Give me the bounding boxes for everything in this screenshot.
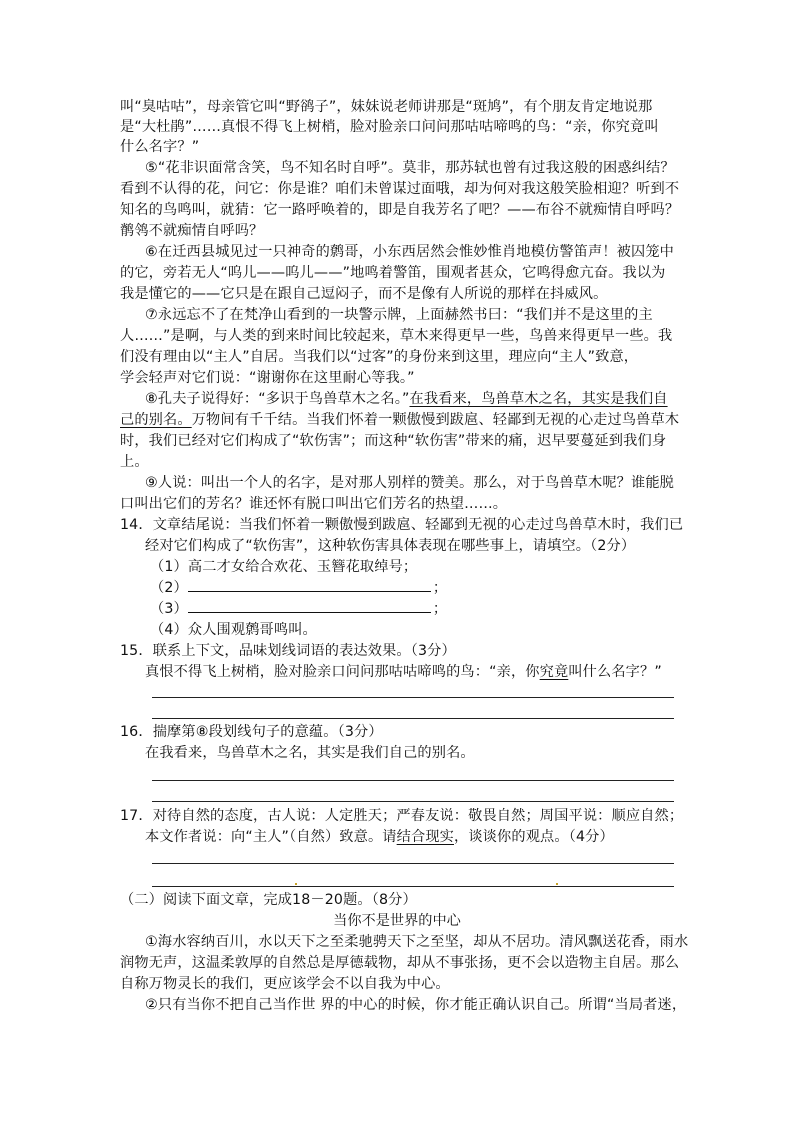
paragraph-5-line: 鹡鸰不就痴情自呼吗？ (120, 223, 264, 239)
answer-line[interactable] (152, 718, 674, 719)
question-16-stem: 16．揣摩第⑧段划线句子的意蕴。（3分） (120, 724, 383, 740)
question-14-item-blank (150, 578, 447, 598)
article-paragraph-1-line: ①海水容纳百川，水以天下之至柔驰骋天下之至坚，却从不居功。清风飘送花香，雨水 (145, 934, 689, 950)
question-15-quote (145, 662, 662, 682)
underlined-word: 究竟 (539, 664, 569, 680)
question-text: ，谈谈你的观点。（4分） (454, 829, 614, 845)
paragraph-7-line: 人……”是啊，与人类的到来时间比较起来，草木来得更早一些，鸟兽来得更早一些。我 (120, 328, 673, 344)
paragraph-6-line: 我是懂它的——它只是在跟自己逗闷子，而不是像有人所说的那样在抖威风。 (120, 286, 608, 302)
answer-blank[interactable] (188, 600, 431, 613)
paragraph-7-line: 学会轻声对它们说：“谢谢你在这里耐心等我。” (120, 370, 415, 386)
blank-end: ； (432, 580, 448, 596)
question-text: 本文作者说：向“主人”（自然）致意。请 (145, 829, 397, 845)
paragraph-7-line: ⑦永远忘不了在梵净山看到的一块警示牌，上面赫然书曰：“我们并不是这里的主 (145, 307, 653, 323)
item-label: （2） (150, 580, 188, 596)
answer-line[interactable] (152, 780, 674, 781)
question-16-quote: 在我看来，鸟兽草木之名，其实是我们自己的别名。 (145, 745, 475, 761)
answer-line[interactable] (152, 801, 674, 802)
question-17-stem: 17．对待自然的态度，古人说：人定胜天；严春友说：敬畏自然；周国平说：顺应自然； (120, 808, 684, 824)
paragraph-6-line: ⑥在迁西县城见过一只神奇的鹩哥，小东西居然会惟妙惟肖地模仿警笛声！被囚笼中 (145, 244, 675, 260)
paragraph-8-line: 时，我们已经对它们构成了“软伤害”；而这种“软伤害”带来的痛，迟早要蔓延到我们身 (120, 433, 667, 449)
paragraph-8-text: ⑧孔夫子说得好：“多识于鸟兽草木之名。” (145, 391, 410, 407)
paragraph-8-line (145, 389, 668, 409)
question-14-stem: 14．文章结尾说：当我们怀着一颗傲慢到跋扈、轻鄙到无视的心走过鸟兽草木时，我们已 (120, 517, 684, 533)
quote-text: 叫什么名字？” (568, 664, 662, 680)
paragraph-9-line: ⑨人说：叫出一个人的名字，是对那人别样的赞美。那么，对于鸟兽草木呢？谁能脱 (145, 475, 675, 491)
question-14-item: （1）高二才女给合欢花、玉簪花取绰号； (150, 559, 418, 575)
passage-line: 叫“臭咕咕”，母亲管它叫“野鹆子”，妹妹说老师讲那是“斑鸠”，有个朋友肯定地说那 (120, 99, 653, 115)
answer-line[interactable] (152, 863, 674, 864)
question-17-stem (145, 827, 614, 847)
speck (556, 883, 558, 885)
answer-blank[interactable] (188, 579, 431, 592)
answer-line[interactable] (152, 886, 674, 887)
article-paragraph-1-line: 自称万物灵长的我们，更应该学会不以自我为中心。 (120, 976, 450, 992)
paragraph-8-line (120, 410, 679, 430)
question-15-stem: 15．联系上下文，品味划线词语的表达效果。（3分） (120, 643, 456, 659)
paragraph-5-line: 看到不认得的花，问它：你是谁？咱们未曾谋过面哦，却为何对我这般笑脸相迎？听到不 (120, 181, 680, 197)
paragraph-8-text: 万物间有千千结。当我们怀着一颗傲慢到跋扈、轻鄙到无视的心走过鸟兽草木 (191, 412, 680, 428)
answer-line[interactable] (152, 697, 674, 698)
article-paragraph-2-line: ②只有当你不把自己当作世 界的中心的时候，你才能正确认识自己。所谓“当局者迷， (145, 997, 687, 1013)
underlined-word: 结合现实 (396, 829, 454, 845)
question-14-stem: 经对它们构成了“软伤害”，这种软伤害具体表现在哪些事上，请填空。（2分） (145, 538, 636, 554)
passage-line: 什么名字？” (120, 139, 200, 155)
paragraph-5-line: 知名的鸟鸣叫，就猜：它一路呼唤着的，即是自我芳名了吧？——布谷不就痴情自呼吗？ (120, 202, 680, 218)
underlined-sentence: 己的别名。 (120, 412, 192, 428)
question-14-item-blank (150, 599, 447, 619)
underlined-sentence: 在我看来，鸟兽草木之名，其实是我们自 (409, 391, 668, 407)
article-paragraph-1-line: 润物无声，这温柔敦厚的自然总是厚德载物，却从不事张扬，更不会以造物主自居。那么 (120, 955, 680, 971)
paragraph-8-line: 上。 (120, 454, 149, 470)
paragraph-7-line: 们没有理由以“主人”自居。当我们以“过客”的身份来到这里，理应向“主人”致意， (120, 349, 639, 365)
paragraph-5-line: ⑤“花非识面常含笑，鸟不知名时自呼”。莫非，那苏轼也曾有过我这般的困惑纠结？ (145, 160, 675, 176)
item-label: （3） (150, 601, 188, 617)
section-2-intro: （二）阅读下面文章，完成18－20题。（8分） (120, 892, 417, 908)
blank-end: ； (432, 601, 448, 617)
speck (295, 883, 297, 885)
paragraph-6-line: 的它，旁若无人“呜儿——呜儿——”地鸣着警笛，围观者甚众，它鸣得愈亢奋。我以为 (120, 265, 666, 281)
passage-line: 是“大杜鹃”……真恨不得飞上树梢，脸对脸亲口问问那咕咕啼鸣的鸟：“亲，你究竟叫 (120, 119, 659, 135)
paragraph-9-line: 口叫出它们的芳名？谁还怀有脱口叫出它们芳名的热望……。 (120, 496, 508, 512)
question-14-item: （4）众人围观鹩哥鸣叫。 (150, 622, 317, 638)
quote-text: 真恨不得飞上树梢，脸对脸亲口问问那咕咕啼鸣的鸟：“亲，你 (145, 664, 540, 680)
article-title: 当你不是世界的中心 (333, 913, 461, 929)
